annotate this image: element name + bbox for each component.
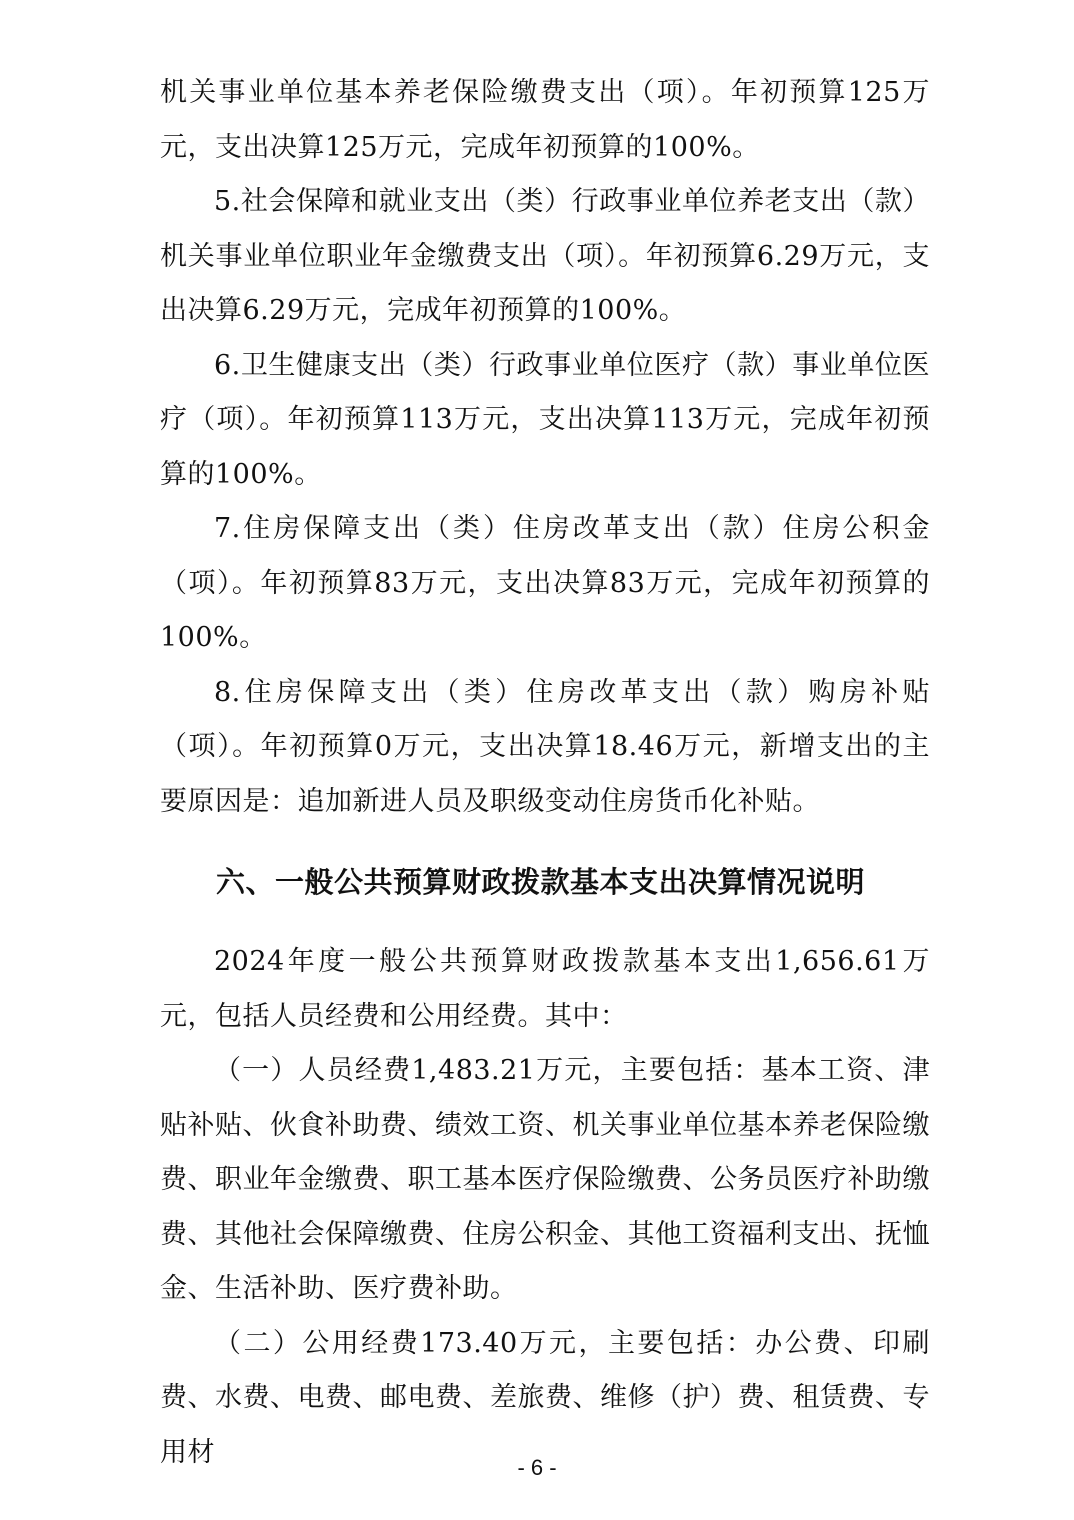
paragraph-basic-expenditure: 2024年度一般公共预算财政拨款基本支出1,656.61万元，包括人员经费和公用经费。其中： [160,946,930,1032]
paragraph-item-5: 5.社会保障和就业支出（类）行政事业单位养老支出（款）机关事业单位职业年金缴费支出（项）。年初预算6.29万元，支出决算6.29万元，完成年初预算的100%。 [160,186,930,326]
paragraph-item-7: 7.住房保障支出（类）住房改革支出（款）住房公积金（项）。年初预算83万元，支出决算83万元，完成年初预算的100%。 [160,513,930,653]
section-heading: 六、一般公共预算财政拨款基本支出决算情况说明 [216,865,866,899]
page-number: - 6 - [517,1455,557,1480]
document-body [160,66,930,1480]
paragraph-personnel-expenses: （一）人员经费1,483.21万元，主要包括：基本工资、津贴补贴、伙食补助费、绩效工资、机关事业单位基本养老保险缴费、职业年金缴费、职工基本医疗保险缴费、公务员医疗补助缴费、其他社会保障缴费、住房公积金、其他工资福利支出、抚恤金、生活补助、医疗费补助。 [160,1055,930,1304]
paragraph-item-6: 6.卫生健康支出（类）行政事业单位医疗（款）事业单位医疗（项）。年初预算113万元，支出决算113万元，完成年初预算的100%。 [160,349,930,490]
paragraph-continuation: 机关事业单位基本养老保险缴费支出（项）。年初预算125万元，支出决算125万元，完成年初预算的100%。 [160,77,930,163]
paragraph-item-8: 8.住房保障支出（类）住房改革支出（款）购房补贴（项）。年初预算0万元，支出决算18.46万元，新增支出的主要原因是：追加新进人员及职级变动住房货币化补贴。 [160,676,930,817]
paragraph-public-expenses: （二）公用经费173.40万元，主要包括：办公费、印刷费、水费、电费、邮电费、差旅费、维修（护）费、租赁费、专用材 [160,1327,930,1468]
